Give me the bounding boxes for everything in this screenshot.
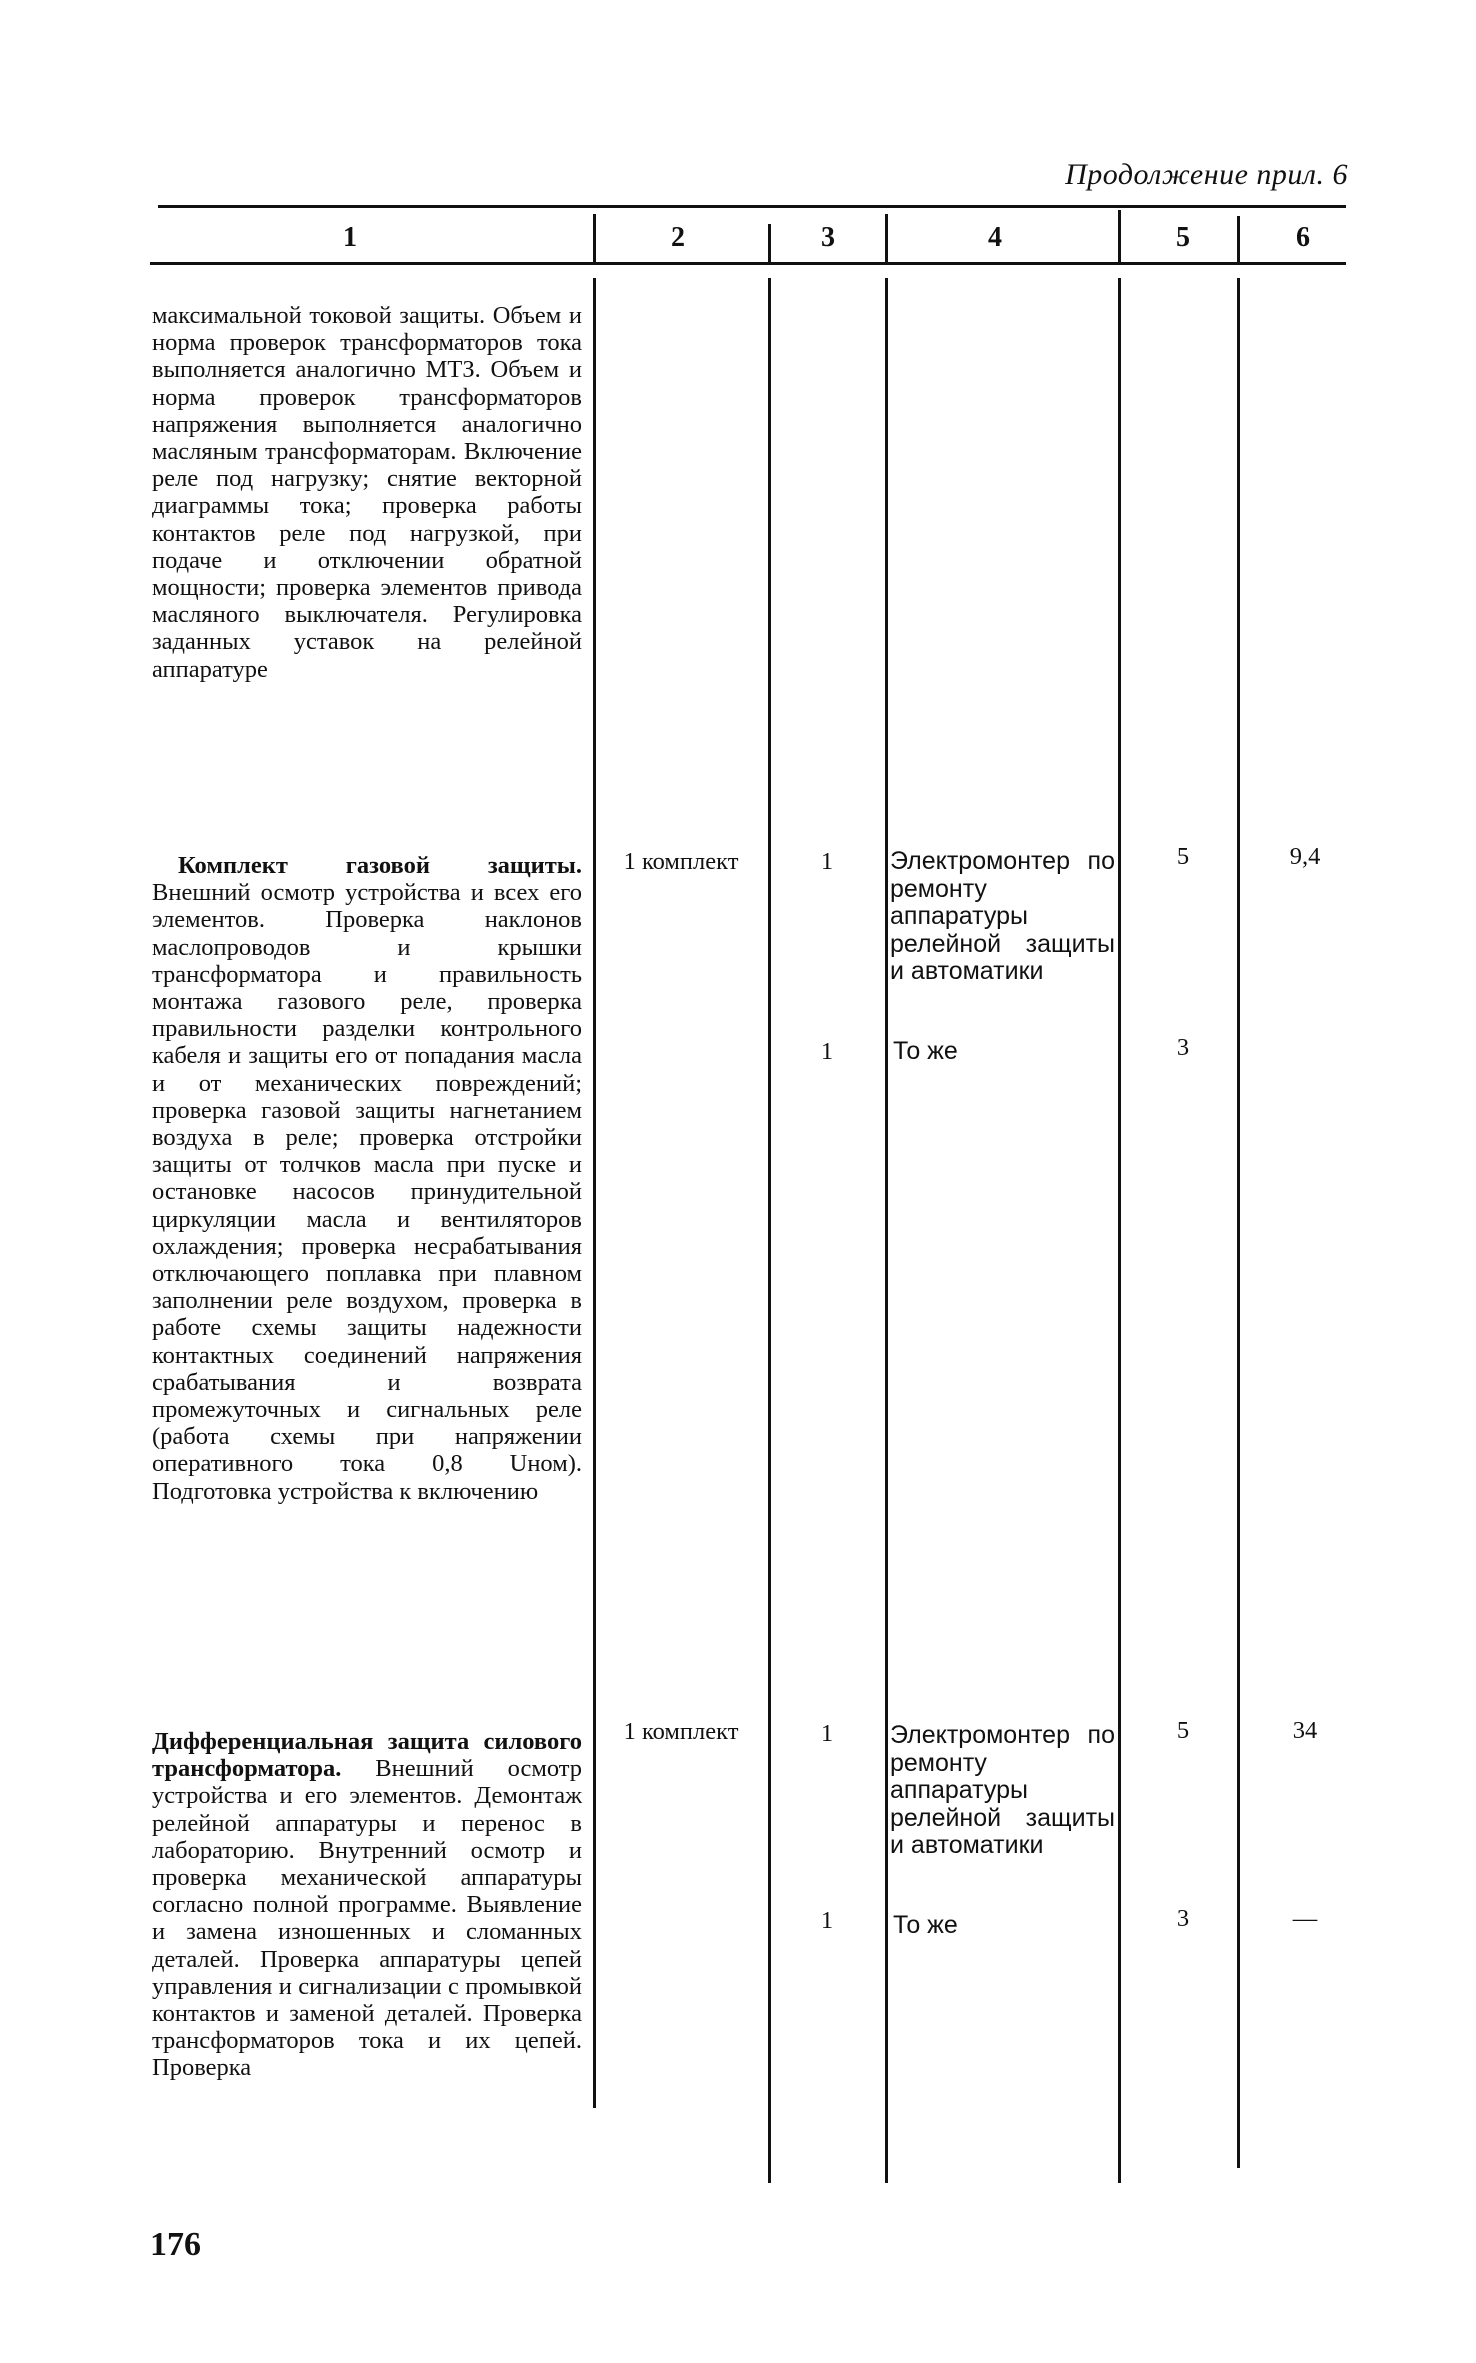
diff-col6-value-2: — <box>1292 1905 1318 1932</box>
top-rule <box>158 205 1346 208</box>
gas-col4-same: То же <box>893 1037 958 1065</box>
row-title: Комплект газовой защиты. <box>178 852 582 879</box>
diff-col2-quantity: 1 комплект <box>623 1718 739 1745</box>
row-title: Дифференциальная защита силового трансформатора. <box>152 1728 582 1783</box>
diff-col5-grade-2: 3 <box>1176 1905 1190 1932</box>
row-text: Внешний осмотр устройства и его элементов. Демонтаж релейной аппаратуры и перенос в лабораторию. Внутренний осмотр и проверка механической аппаратуры согласно полной программе. Выявление и замена изношенных и сломанных деталей. Проверка аппаратуры цепей управления и сигнализации с промывкой контактов и заменой деталей. Проверка трансформаторов тока и их цепей. Проверка <box>152 1755 583 2082</box>
column-header-6: 6 <box>1296 222 1310 253</box>
row-description <box>152 852 582 1505</box>
column-separator <box>1237 278 1240 2168</box>
column-separator <box>1118 278 1121 2183</box>
column-header-2: 2 <box>671 222 685 253</box>
row-differential-protection <box>152 1728 582 2082</box>
header-separator <box>768 224 771 262</box>
gas-col6-value: 9,4 <box>1289 843 1321 870</box>
gas-col3-value-2: 1 <box>820 1038 834 1065</box>
diff-col4-same: То же <box>893 1911 958 1939</box>
row-description <box>152 1728 582 2082</box>
diff-col3-value-1: 1 <box>820 1720 834 1747</box>
page-number: 176 <box>150 2226 201 2263</box>
gas-col3-value-1: 1 <box>820 848 834 875</box>
gas-col2-quantity: 1 комплект <box>623 848 739 875</box>
row-gas-protection <box>152 852 582 1505</box>
header-separator <box>593 214 596 262</box>
continuation-header: Продолжение прил. 6 <box>1065 158 1348 191</box>
column-separator <box>768 278 771 2183</box>
row-description: максимальной токовой защиты. Объем и норма проверок трансформаторов тока выполняется аналогично МТЗ. Объем и норма проверок трансформаторов напряжения выполняется аналогично масляным трансформаторам. Включение реле под нагрузку; снятие векторной диаграммы тока; проверка работы контактов реле под нагрузкой, при подаче и отключении обратной мощности; проверка элементов привода масляного выключателя. Регулировка заданных уставок на релейной аппаратуре <box>152 302 582 683</box>
header-separator <box>885 214 888 262</box>
diff-col3-value-2: 1 <box>820 1907 834 1934</box>
gas-col5-grade-2: 3 <box>1176 1034 1190 1061</box>
header-rule <box>150 262 1346 265</box>
column-header-4: 4 <box>988 222 1002 253</box>
row-continuation-text <box>152 302 582 683</box>
row-text: Внешний осмотр устройства и всех его элементов. Проверка наклонов маслопроводов и крышки трансформатора и правильность монтажа газового реле, проверка правильности разделки контрольного кабеля и защиты его от попадания масла и от механических повреждений; проверка газовой защиты нагнетанием воздуха в реле; проверка отстройки защиты от толчков масла при пуске и остановке насосов принудительной циркуляции масла и вентиляторов охлаждения; проверка несрабатывания отключающего поплавка при плавном заполнении реле воздухом, проверка в работе схемы защиты надежности контактных соединений напряжения срабатывания и возврата промежуточных и сигнальных реле (работа схемы при напряжении оперативного тока 0,8 Uном). Подготовка устройства к включению <box>152 879 582 1505</box>
column-separator <box>885 278 888 2183</box>
gas-col4-worker: Электромонтер по ремонту аппаратуры релейной защиты и автоматики <box>890 847 1115 985</box>
gas-col5-grade-1: 5 <box>1176 843 1190 870</box>
header-separator <box>1118 210 1121 262</box>
column-header-3: 3 <box>821 222 835 253</box>
header-separator <box>1237 216 1240 262</box>
diff-col5-grade-1: 5 <box>1176 1717 1190 1744</box>
column-header-5: 5 <box>1176 222 1190 253</box>
column-separator <box>593 278 596 2108</box>
diff-col6-value-1: 34 <box>1292 1717 1318 1744</box>
diff-col4-worker: Электромонтер по ремонту аппаратуры релейной защиты и автоматики <box>890 1721 1115 1859</box>
column-header-1: 1 <box>343 222 357 253</box>
